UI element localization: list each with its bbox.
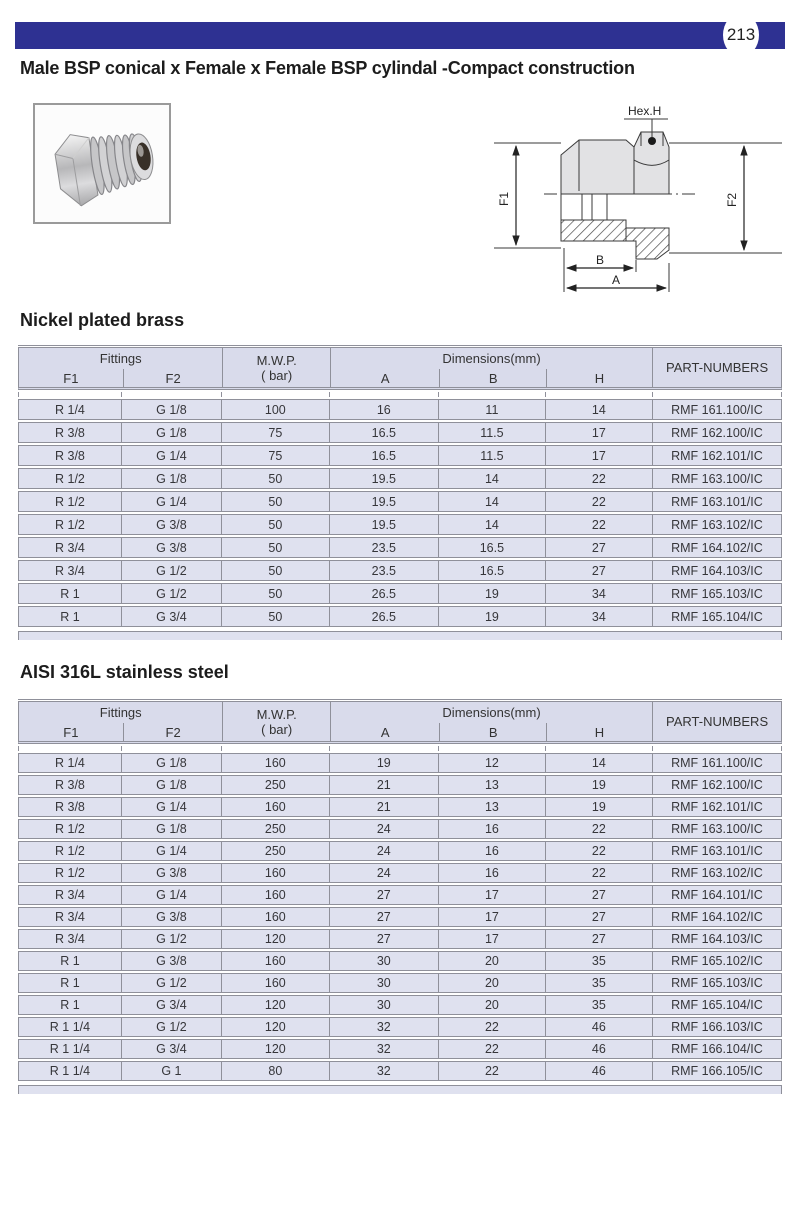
table-cell: RMF 165.104/IC <box>653 995 782 1015</box>
table-cell: 26.5 <box>330 606 439 627</box>
table-cell: 46 <box>546 1061 653 1081</box>
table-cell: R 1/2 <box>18 514 122 535</box>
table-cell: 19 <box>546 797 653 817</box>
table-cell: G 1/8 <box>122 775 222 795</box>
table-cell: 12 <box>439 753 546 773</box>
table-row <box>18 560 782 581</box>
table-cell: 46 <box>546 1039 653 1059</box>
table-row <box>18 819 782 839</box>
table-cell: G 1/8 <box>122 422 222 443</box>
table-cell: RMF 166.103/IC <box>653 1017 782 1037</box>
table-cell: 27 <box>330 885 439 905</box>
label-hex-h: Hex.H <box>628 104 662 118</box>
header-f1: F1 <box>63 370 79 386</box>
table-cell: 50 <box>222 560 330 581</box>
table-header <box>18 702 782 744</box>
table-cell: G 3/8 <box>122 863 222 883</box>
table-cell: RMF 163.100/IC <box>653 468 782 489</box>
table-cell: 21 <box>330 775 439 795</box>
table-cell: RMF 165.104/IC <box>653 606 782 627</box>
table-cell: RMF 166.105/IC <box>653 1061 782 1081</box>
table-cell: RMF 165.102/IC <box>653 951 782 971</box>
table-cell: 17 <box>439 885 546 905</box>
table-cell: 160 <box>222 907 330 927</box>
table-cell: 19 <box>546 775 653 795</box>
table-cell: 22 <box>439 1039 546 1059</box>
table-cell: G 1 <box>122 1061 222 1081</box>
table-cell: 50 <box>222 491 330 512</box>
table-cell: 26.5 <box>330 583 439 604</box>
table-row <box>18 1061 782 1081</box>
table-cell: G 1/2 <box>122 560 222 581</box>
table-cell: R 1 <box>18 606 122 627</box>
table-row <box>18 399 782 420</box>
table-row <box>18 468 782 489</box>
table-cell: 11 <box>439 399 546 420</box>
table-cell: G 3/4 <box>122 1039 222 1059</box>
table-cell: 50 <box>222 537 330 558</box>
table-row <box>18 606 782 627</box>
table-cell: 34 <box>546 583 653 604</box>
table-footer-strip <box>18 631 782 640</box>
table-cell: 17 <box>546 445 653 466</box>
table-row <box>18 885 782 905</box>
table-row <box>18 775 782 795</box>
table-cell: 32 <box>330 1061 439 1081</box>
table-cell: 27 <box>330 929 439 949</box>
table-cell: 27 <box>546 907 653 927</box>
table-cell: G 1/4 <box>122 885 222 905</box>
table-row <box>18 973 782 993</box>
header-f2: F2 <box>123 369 223 388</box>
table-cell: 19.5 <box>330 514 439 535</box>
table-footer-strip <box>18 1085 782 1094</box>
table-cell: G 1/8 <box>122 468 222 489</box>
label-f1: F1 <box>497 191 511 207</box>
section-title-nickel-brass: Nickel plated brass <box>20 310 185 330</box>
table-cell: R 1 <box>18 583 122 604</box>
table-cell: RMF 166.104/IC <box>653 1039 782 1059</box>
table-cell: R 3/8 <box>18 445 122 466</box>
table-cell: R 3/4 <box>18 929 122 949</box>
table-cell: RMF 163.102/IC <box>653 514 782 535</box>
table-cell: RMF 163.100/IC <box>653 819 782 839</box>
table-cell: 20 <box>439 995 546 1015</box>
table-cell: 160 <box>222 863 330 883</box>
spec-table <box>18 390 782 629</box>
table-row <box>18 491 782 512</box>
table-body <box>18 746 782 1081</box>
table-row <box>18 753 782 773</box>
table-cell: 35 <box>546 951 653 971</box>
table-cell: 27 <box>546 560 653 581</box>
table-cell: RMF 164.101/IC <box>653 885 782 905</box>
table-cell: G 1/8 <box>122 753 222 773</box>
table-cell: 16.5 <box>439 537 546 558</box>
table-cell: G 1/2 <box>122 1017 222 1037</box>
table-cell: 19 <box>439 583 546 604</box>
header-h: H <box>546 369 652 388</box>
table-row <box>18 445 782 466</box>
table-cell: 160 <box>222 797 330 817</box>
table-cell: G 1/8 <box>122 819 222 839</box>
page-number-badge <box>723 13 759 57</box>
table-cell: 22 <box>439 1017 546 1037</box>
table-cell: 27 <box>330 907 439 927</box>
header-f2: F2 <box>123 723 223 742</box>
header-fittings: Fittings F1 F2 <box>19 702 222 741</box>
table-row <box>18 422 782 443</box>
table-cell: 17 <box>439 907 546 927</box>
table-cell: G 3/4 <box>122 995 222 1015</box>
table-cell: 120 <box>222 995 330 1015</box>
table-cell: 160 <box>222 951 330 971</box>
table-cell: 16 <box>330 399 439 420</box>
table-cell: G 1/2 <box>122 973 222 993</box>
table-cell: RMF 162.100/IC <box>653 422 782 443</box>
header-mwp: M.W.P. ( bar) <box>222 702 329 741</box>
table-cell: R 1 <box>18 951 122 971</box>
table-nickel-brass <box>18 345 782 640</box>
table-cell: 16 <box>439 819 546 839</box>
header-dimensions: Dimensions(mm) A B H <box>330 348 652 387</box>
table-cell: R 1 1/4 <box>18 1061 122 1081</box>
table-stainless-steel <box>18 699 782 1094</box>
table-cell: R 3/4 <box>18 560 122 581</box>
product-photo <box>33 103 171 224</box>
table-cell: 50 <box>222 468 330 489</box>
table-cell: G 3/8 <box>122 537 222 558</box>
table-cell: 160 <box>222 753 330 773</box>
table-row <box>18 951 782 971</box>
table-cell: G 1/4 <box>122 445 222 466</box>
table-cell: 50 <box>222 606 330 627</box>
table-row <box>18 1039 782 1059</box>
table-cell: RMF 164.103/IC <box>653 560 782 581</box>
spacer-row <box>18 746 782 751</box>
spacer-row <box>18 392 782 397</box>
table-cell: R 1/2 <box>18 863 122 883</box>
table-cell: R 3/8 <box>18 422 122 443</box>
top-banner <box>15 22 785 49</box>
table-cell: R 3/8 <box>18 775 122 795</box>
table-cell: 120 <box>222 1017 330 1037</box>
table-header <box>18 348 782 390</box>
table-cell: 35 <box>546 995 653 1015</box>
table-cell: RMF 163.102/IC <box>653 863 782 883</box>
table-cell: R 1 1/4 <box>18 1039 122 1059</box>
table-cell: G 1/8 <box>122 399 222 420</box>
header-f1: F1 <box>63 724 79 740</box>
table-cell: 120 <box>222 1039 330 1059</box>
table-cell: 13 <box>439 797 546 817</box>
table-cell: R 3/8 <box>18 797 122 817</box>
table-cell: 160 <box>222 885 330 905</box>
table-cell: RMF 162.101/IC <box>653 797 782 817</box>
table-cell: RMF 161.100/IC <box>653 753 782 773</box>
table-cell: 16 <box>439 841 546 861</box>
table-cell: RMF 164.103/IC <box>653 929 782 949</box>
table-cell: 14 <box>439 468 546 489</box>
table-cell: RMF 164.102/IC <box>653 907 782 927</box>
header-part-numbers: PART-NUMBERS <box>652 702 781 741</box>
table-cell: 22 <box>546 468 653 489</box>
table-cell: R 1 <box>18 995 122 1015</box>
table-cell: 75 <box>222 422 330 443</box>
table-cell: G 3/8 <box>122 907 222 927</box>
table-cell: G 1/4 <box>122 841 222 861</box>
table-cell: RMF 162.100/IC <box>653 775 782 795</box>
table-cell: 27 <box>546 929 653 949</box>
table-cell: 23.5 <box>330 537 439 558</box>
table-cell: R 3/4 <box>18 885 122 905</box>
table-cell: 19.5 <box>330 468 439 489</box>
table-cell: G 1/4 <box>122 491 222 512</box>
table-cell: R 1 <box>18 973 122 993</box>
table-cell: R 1/4 <box>18 399 122 420</box>
table-cell: 250 <box>222 819 330 839</box>
table-cell: 11.5 <box>439 422 546 443</box>
table-cell: G 1/4 <box>122 797 222 817</box>
table-cell: R 3/4 <box>18 907 122 927</box>
table-cell: 14 <box>439 514 546 535</box>
header-b: B <box>439 369 545 388</box>
header-mwp: M.W.P. ( bar) <box>222 348 329 387</box>
header-a: A <box>380 724 390 740</box>
table-cell: 30 <box>330 973 439 993</box>
table-cell: 20 <box>439 951 546 971</box>
table-cell: G 1/2 <box>122 929 222 949</box>
header-h: H <box>546 723 652 742</box>
table-cell: RMF 164.102/IC <box>653 537 782 558</box>
header-dimensions: Dimensions(mm) A B H <box>330 702 652 741</box>
table-cell: 17 <box>546 422 653 443</box>
label-b: B <box>595 253 605 267</box>
table-cell: 21 <box>330 797 439 817</box>
table-cell: 250 <box>222 841 330 861</box>
table-cell: 75 <box>222 445 330 466</box>
table-row <box>18 841 782 861</box>
page-number: 213 <box>726 25 756 44</box>
table-cell: R 1/4 <box>18 753 122 773</box>
table-cell: 32 <box>330 1017 439 1037</box>
table-cell: 30 <box>330 995 439 1015</box>
table-cell: 160 <box>222 973 330 993</box>
table-body <box>18 392 782 627</box>
table-cell: G 3/8 <box>122 951 222 971</box>
table-cell: G 3/8 <box>122 514 222 535</box>
table-cell: R 1 1/4 <box>18 1017 122 1037</box>
table-row <box>18 907 782 927</box>
table-cell: 16 <box>439 863 546 883</box>
table-cell: 35 <box>546 973 653 993</box>
table-row <box>18 514 782 535</box>
table-cell: G 1/2 <box>122 583 222 604</box>
table-cell: 22 <box>546 819 653 839</box>
table-cell: 50 <box>222 514 330 535</box>
table-cell: 17 <box>439 929 546 949</box>
table-cell: 22 <box>546 491 653 512</box>
table-cell: 22 <box>546 863 653 883</box>
table-cell: RMF 163.101/IC <box>653 491 782 512</box>
label-a: A <box>611 273 621 287</box>
table-cell: RMF 165.103/IC <box>653 973 782 993</box>
table-row <box>18 583 782 604</box>
table-cell: 14 <box>546 753 653 773</box>
table-cell: 16.5 <box>439 560 546 581</box>
table-cell: 32 <box>330 1039 439 1059</box>
table-cell: 46 <box>546 1017 653 1037</box>
table-cell: RMF 161.100/IC <box>653 399 782 420</box>
table-cell: G 3/4 <box>122 606 222 627</box>
table-cell: 30 <box>330 951 439 971</box>
table-cell: 13 <box>439 775 546 795</box>
table-cell: 27 <box>546 885 653 905</box>
header-fittings: Fittings F1 F2 <box>19 348 222 387</box>
table-row <box>18 863 782 883</box>
table-cell: 50 <box>222 583 330 604</box>
table-row <box>18 797 782 817</box>
header-b: B <box>439 723 545 742</box>
table-cell: 120 <box>222 929 330 949</box>
table-cell: 100 <box>222 399 330 420</box>
table-cell: 11.5 <box>439 445 546 466</box>
table-row <box>18 929 782 949</box>
table-cell: 34 <box>546 606 653 627</box>
table-cell: 23.5 <box>330 560 439 581</box>
table-cell: 19.5 <box>330 491 439 512</box>
header-part-numbers: PART-NUMBERS <box>652 348 781 387</box>
dimension-diagram <box>486 100 794 315</box>
table-row <box>18 1017 782 1037</box>
table-cell: R 3/4 <box>18 537 122 558</box>
fitting-image <box>35 105 169 222</box>
table-cell: 250 <box>222 775 330 795</box>
table-cell: R 1/2 <box>18 819 122 839</box>
table-cell: 22 <box>439 1061 546 1081</box>
table-cell: 20 <box>439 973 546 993</box>
table-row <box>18 537 782 558</box>
page-title: Male BSP conical x Female x Female BSP cylindal -Compact construction <box>20 58 635 78</box>
header-a: A <box>380 370 390 386</box>
table-cell: R 1/2 <box>18 468 122 489</box>
table-cell: RMF 163.101/IC <box>653 841 782 861</box>
spec-table <box>18 744 782 1083</box>
table-cell: 80 <box>222 1061 330 1081</box>
table-cell: R 1/2 <box>18 841 122 861</box>
table-cell: R 1/2 <box>18 491 122 512</box>
table-cell: 24 <box>330 819 439 839</box>
section-title-stainless-steel: AISI 316L stainless steel <box>20 662 229 682</box>
table-cell: 24 <box>330 863 439 883</box>
table-cell: 19 <box>439 606 546 627</box>
table-cell: 19 <box>330 753 439 773</box>
table-cell: 14 <box>439 491 546 512</box>
table-cell: RMF 162.101/IC <box>653 445 782 466</box>
table-cell: 24 <box>330 841 439 861</box>
table-cell: 22 <box>546 841 653 861</box>
table-cell: 16.5 <box>330 422 439 443</box>
table-row <box>18 995 782 1015</box>
table-cell: 14 <box>546 399 653 420</box>
table-cell: 22 <box>546 514 653 535</box>
table-cell: 16.5 <box>330 445 439 466</box>
label-f2: F2 <box>725 192 739 208</box>
table-cell: RMF 165.103/IC <box>653 583 782 604</box>
table-cell: 27 <box>546 537 653 558</box>
